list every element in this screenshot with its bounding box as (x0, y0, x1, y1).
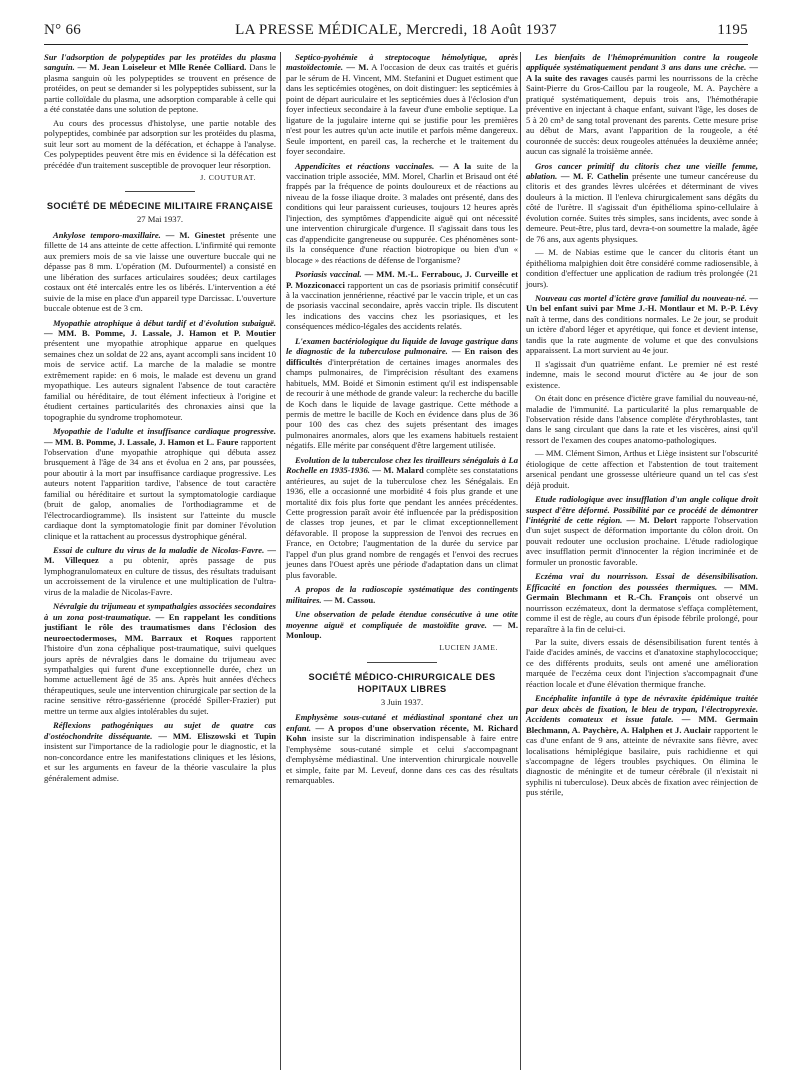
article-entry (286, 52, 518, 157)
article-entry (286, 609, 518, 654)
page-number: 1195 (717, 22, 748, 38)
article-entry (286, 712, 518, 785)
session-date: 27 Mai 1937. (136, 214, 184, 225)
session-date: 3 Juin 1937. (380, 696, 424, 707)
entry-title: Etude radiologique avec insufflation d'un angle colique droit suspect d'être déformé. Possibilité par ce procédé de démontrer l'intégrité de cette région. (526, 494, 758, 526)
entry-title: Nouveau cas mortel d'ictère grave familial du nouveau-né. (535, 292, 747, 303)
article-entry (526, 571, 758, 689)
article-entry (44, 720, 276, 783)
entry-title: Evolution de la tuberculose chez les tirailleurs sénégalais à La Rochelle en 1935-1936. (286, 454, 518, 476)
entry-body: insiste sur la discrimination indispensable à faire entre l'emphysème sous-cutané simple et celui s'accompagnant d'emphysème médiastinal. Une intervention chirurgicale nouvelle et simple, faite par M. Leveuf, donne dans ces cas des résultats remarquables. (286, 733, 518, 786)
journal-title: LA PRESSE MÉDICALE, Mercredi, 18 Août 1937 (235, 22, 557, 38)
entry-body: a pu obtenir, après passage de pus lymphogranulomateux en culture de tissus, des résultats traduisant un accroissement de la virulence et une multiplication de l'ultra-virus de la maladie de Nicolas-Favre. (44, 555, 276, 597)
article-entry (286, 336, 518, 451)
entry-title: Ankylose temporo-maxillaire. (53, 229, 161, 240)
entry-title: Réflexions pathogéniques au sujet de quatre cas d'ostéochondrite disséquante. (44, 720, 276, 741)
entry-authors: — MM. B. Pomme, J. Lassale, J. Hamon et P. Moutier (44, 327, 276, 338)
entry-body: causés parmi les nourrissons de la crèche Saint-Pierre du Gros-Caillou par la rougeole, M. A. Paychère a pratiqué systématiquement, depuis trois ans, l'hémothérapie préventive en injectant à chaque enfant, suivant l'âge, les doses de 5 à 20 cm³ de sang total provenant des parents. Cette mesure prise au début de Mars, avant l'apparition de la rougeole, a été couronnée de succès: deux rougeoles atténuées la deuxième année; aucun cas signalé la troisième année. (526, 72, 758, 157)
entry-authors: — MM. M.-L. Ferrabouc, J. Curveille et P. Mozziconacci (286, 269, 518, 290)
entry-body: suite de la vaccination triple associée, MM. Morel, Charlin et Brisaud ont été frappés par la fréquence de points douloureux et de réactions au niveau de la fosse iliaque droite. 3 malades ont présenté, dans des conditions qui leur paraissent curieuses, toujours 12 heures après l'injection, des symptômes d'appendicite aiguë qui ont nécessité une intervention chirurgicale d'urgence. Il s'agissait dans tous les cas d'appendicite gangreneuse ou suppurée. Ces phénomènes sont-ils la conséquence d'une réaction biotropique ou bien d'un « blocage » des réactions de défense de l'organisme? (286, 160, 519, 265)
signature: J. COUTURAT. (200, 172, 256, 182)
entry-title: L'examen bactériologique du liquide de lavage gastrique dans le diagnostic de la tuberculose pulmonaire. (286, 335, 518, 357)
entry-title: Myopathie de l'adulte et insuffisance cardiaque progressive. (53, 426, 276, 437)
entry-authors: — MM. Germain Blechmann et R.-Ch. François (526, 581, 758, 603)
entry-body: d'interprétation de certaines images anormales des champs pulmonaires, de l'imprécision résultant des examens habituels, MM. Boidé et Simonin estiment qu'il est indispensable de recourir à une méthode de grande valeur: la recherche du bacille de Koch dans le liquide de lavage gastrique. Cette méthode a permis de mettre le bacille de Koch en évidence dans plus de 36 pour 100 des cas chez des sujets présentant des images pulmonaires anormales, alors que les examens habituels restaient négatifs. Elle mérite par conséquent d'être largement utilisée. (286, 356, 518, 451)
society-heading: SOCIÉTÉ MÉDICO-CHIRURGICALE DES HOPITAUX LIBRES (308, 671, 496, 694)
column-3 (526, 52, 758, 802)
entry-authors: — M. Villequez (44, 545, 276, 566)
entry-authors: — M. Ginestet (165, 229, 226, 240)
entry-paragraph: — MM. Clément Simon, Arthus et Liège insistent sur l'obscurité étiologique de cette affection et l'abstention de tout traitement arsenical pendant une grossesse ultérieure quand un tel cas s'est déjà produit. (526, 448, 758, 490)
entry-authors: — M. Monloup. (286, 619, 518, 641)
entry-title: Gros cancer primitif du clitoris chez une vieille femme, ablation. (526, 160, 758, 181)
column-divider (520, 52, 521, 1070)
column-divider (280, 52, 281, 1070)
column-2 (286, 52, 518, 790)
entry-authors: — A la suite des ravages (526, 62, 759, 83)
entry-paragraph: — M. de Nabias estime que le cancer du clitoris étant un épithélioma malpighien doit être considéré comme radiosensible, à condition d'effectuer une application de radium très prolongée (21 jours). (526, 247, 758, 289)
entry-title: Encéphalite infantile à type de névraxite épidémique traitée par deux abcès de fixation, le bleu de trypan, l'électropyrexie. Accidents comateux et issue fatale. (526, 693, 758, 725)
entry-body: présente une fillette de 14 ans atteinte de cette affection. L'infirmité qui remonte aux premiers mois de sa vie laisse une ouverture buccale qui ne dépasse pas 8 mm. L'opération (M. Dufourmentel) a consisté en une libération des surfaces articulaires soudées; deux cartilages costaux ont été intercalés entre les os libérés. L'intervention a été suivie de la mise en place d'un appareil type Darcissac. L'ouverture buccale obtenue est de 3 cm. (44, 229, 277, 314)
entry-body: rapportent un cas de psoriasis primitif consécutif à la vaccination jennérienne, réactivé par le vaccin triple, et un cas de psoriasis vaccinal secondaire, après vaccin triple. Ils discutent les indications des vaccins chez les psoriasiques, et les conséquences médico-légales des accidents relatés. (286, 279, 518, 332)
article-entry (286, 161, 518, 266)
article-entry (526, 161, 758, 289)
entry-title: Appendicites et réactions vaccinales. (295, 160, 435, 171)
entry-title: Une observation de pelade étendue consécutive à une otite moyenne aiguë et compliquée de mastoïdite grave. (286, 609, 518, 630)
entry-authors: — MM. Germain Blechmann, A. Paychère, A. Halphen et J. Auclair (526, 714, 758, 735)
issue-number: N° 66 (44, 22, 82, 38)
entry-body: rapportent l'histoire d'un zona céphalique post-traumatique, suivi quelques jours après de névralgies dans le domaine du trijumeau avec sympathalgies qui furent d'une exceptionnelle durée, chez un homme actuellement âgé de 35 ans. Après huit années d'échecs thérapeutiques, seule une intervention chirurgicale par section de la racine sensitive rétro-gassérienne (procédé Spiller-Frazier) put mettre un terme aux algies intolérables du sujet. (44, 632, 276, 716)
entry-authors: — MM. Eliszowski et Tupin (158, 730, 276, 741)
entry-body: rapportent le cas d'une enfant de 9 ans, atteinte de névraxite sans fièvre, avec localisations hémiplégique basilaire, puis rachidienne et qui s'accompagne de légers troubles psychiques. On élimina le diagnostic de méningite et de tumeur cérébrale (il n'existait ni syphilis ni tuberculose). Deux abcès de fixation avec réinjection de pus stérile, (526, 724, 758, 798)
entry-body: complète ses constatations antérieures, au sujet de la tuberculose chez les Sénégalais. En 1936, elle a occasionné une morbidité 4 fois plus grande et une mortalité dix fois plus forte que pendant les années précédentes. Cette progression paraît avoir été influencée par la prédisposition de classes trop jeunes, et par le climat exceptionnellement défavorable. Il propose la suppression de l'envoi des recrues en France, en Octobre; l'augmentation de la durée du service par l'appel d'un plus grand nombre de rengagés et l'envoi des recrues jeunes dans l'Ouest après une période d'adaptation dans un climat plus favorable. (286, 465, 519, 580)
entry-authors: — M. Cassou. (323, 594, 376, 605)
article-entry (44, 426, 276, 541)
entry-authors: — M. (346, 62, 369, 73)
entry-body: Dans le plasma sanguin où les polypeptides se trouvent en présence de protéides, on peut se demander si les polypeptides subissent, sur la partie colloïdale du plasma, une adsorption comparable à celle qui a été constatée dans une solution de peptone. (44, 62, 276, 115)
article-entry (526, 693, 758, 798)
entry-paragraph: Il s'agissait d'un quatrième enfant. Le premier né est resté indemne, mais le second mourut d'ictère au 4e jour de son existence. (526, 358, 758, 390)
article-entry (44, 230, 276, 314)
page-header (44, 22, 748, 42)
article-entry (44, 545, 276, 597)
article-entry (286, 269, 518, 332)
article-entry (286, 455, 518, 580)
entry-title: Eczéma vrai du nourrisson. Essai de désensibilisation. Efficacité en fonction des poussées thermiques. (526, 571, 758, 592)
article-entry (44, 601, 276, 716)
entry-authors: — MM. B. Pomme, J. Lassale, J. Hamon et L. Faure (44, 436, 239, 447)
entry-body: présente une tumeur cancéreuse du clitoris et des grandes lèvres ulcérées et déterminant de vives douleurs à la miction. Il l'enleva chirurgicalement sans dégâts du côté de l'urètre. Il s'agissait d'un épithélioma spino-cellulaire à évolution cornée. Suites très simples, sans incidents, avec sonde à demeure. Peut-être, plus tard, devra-t-on soumettre la malade, âgée de 76 ans, aux agents physiques. (526, 170, 758, 244)
entry-authors: — A propos d'une observation récente, M. Richard Kohn (286, 722, 518, 744)
entry-body: rapporte l'observation d'un sujet suspect de déformation importante du côlon droit. On pouvait redouter une occlusion prochaine. L'étude radiologique avec insufflation permit d'innocenter la région incriminée et de formuler un pronostic favorable. (526, 515, 758, 567)
entry-title: Névralgie du trijumeau et sympathalgies associées secondaires à un zona post-traumatique. (44, 601, 276, 622)
section-rule (125, 191, 195, 192)
article-entry (286, 584, 518, 605)
entry-title: Les bienfaits de l'hémoprémunition contre la rougeole appliquée systématiquement pendant 3 ans dans une crèche. (526, 52, 758, 73)
entry-authors: — En rappelant les conditions justifiant le rôle des traumatismes dans l'éclosion des neuroectodermoses, MM. Barraux et Roques (44, 611, 276, 643)
entry-title: Sur l'adsorption de polypeptides par les protéides du plasma sanguin. (44, 52, 276, 73)
entry-paragraph: On était donc en présence d'ictère grave familial du nouveau-né, maladie de l'immunité. La particularité la plus remarquable de l'observation réside dans l'absence complète d'érythroblastes, tant dans le sang circulant que dans la rate et les viscères, ainsi qu'il ressort de l'examen des coupes anatomo-pathologiques. (526, 393, 758, 445)
entry-paragraph: Au cours des processus d'histolyse, une partie notable des polypeptides, combinée par adsorption sur les protéides du plasma, suit leur sort au moment de la défécation, et échappe à l'analyse. Ces polypeptides peuvent être mis en évidence si la défécation est précédée d'un traitement susceptible de provoquer leur résorption. (44, 117, 276, 170)
society-heading: SOCIÉTÉ DE MÉDECINE MILITAIRE FRANÇAISE (46, 201, 274, 212)
article-entry (44, 52, 276, 183)
entry-title: Septico-pyohémie à streptocoque hémolytique, après mastoïdectomie. (286, 52, 518, 73)
column-1 (44, 52, 276, 787)
entry-body: A l'occasion de deux cas traités et guéris par le sérum de H. Vincent, MM. Stefanini et Duguet estiment que dans les septicémies otogènes, on doit distinguer: les septicémies à point de départ auriculaire et les septicémies dues à l'éclosion d'un foyer infectieux secondaire à la faveur d'une embolie septique. La ligature de la jugulaire interne qui se justifie pour les premières n'est pour les autres qu'un acte inutile et parfois même dangereux. Seule importent, en pareil cas, la recherche et le traitement du foyer secondaire. (286, 62, 518, 157)
entry-title: Psoriasis vaccinal. (295, 269, 362, 280)
entry-authors: — M. F. Cathelin (560, 170, 629, 181)
entry-body: présentent une myopathie atrophique apparue en quelques semaines chez un soldat de 22 ans, ayant accompli sans incident 10 mois de service actif. La marche de la maladie se montre extrêmement rapide: en 6 mois, le malade est devenu un grand myopathique. Les auteurs signalent l'absence de tout caractère familial ou héréditaire, de tout élément infectieux à l'origine et étudient certaines particularités des chronaxies ainsi que la topographie du syndrome trophomoteur. (44, 338, 276, 422)
entry-authors: — Un bel enfant suivi par Mme J.-H. Montlaur et M. P.-P. Lévy (526, 292, 758, 314)
entry-body: naît à terme, dans des conditions normales. Le 2e jour, se produit un ictère d'abord léger et apyrétique, qui fonce et devient intense, tandis que la rate augmente de volume et que des convulsions apparaissent. La mort survient au 4e jour. (526, 313, 758, 356)
entry-title: Emphysème sous-cutané et médiastinal spontané chez un enfant. (286, 712, 518, 733)
entry-title: Myopathie atrophique à début tardif et d'évolution subaiguë. (53, 317, 276, 328)
section-rule (367, 662, 437, 663)
entry-authors: — M. Malard (372, 465, 424, 476)
entry-body: rapportent l'observation d'une myopathie atrophique qui débuta assez brusquement à l'âge de 34 ans et évolua en 2 ans, par poussées, pour aboutir à la mort par insuffisance cardiaque progressive. Les auteurs notent l'apparition tardive, l'absence de tout caractère familial ou héréditaire et surtout la symptomatologie cardiaque (bruit de galop, anomalies de l'orthodiagramme et de l'électrocardiogramme). Ils insistent sur l'atteinte du muscle cardiaque dont la symptomatologie finit par dominer l'évolution clinique et la rattachent au processus dystrophique général. (44, 436, 277, 541)
entry-paragraph: Par la suite, divers essais de désensibilisation furent tentés à l'aide d'acides aminés, de vaccins et d'anatoxine staphylococcique; ce des différents produits, seuls ont amené une amélioration marquée de l'eczéma ceux dont l'injection s'accompagnait d'une réaction locale et d'une élévation thermique franche. (526, 637, 758, 689)
signature: LUCIEN JAME. (439, 643, 498, 653)
entry-authors: — M. Jean Loiseleur et Mlle Renée Colliard. (77, 62, 247, 73)
article-entry (44, 318, 276, 423)
entry-authors: — A la (439, 160, 472, 171)
entry-title: A propos de la radioscopie systématique des contingents militaires. (286, 584, 518, 605)
entry-authors: — M. Delort (626, 515, 677, 526)
article-entry (526, 494, 758, 567)
entry-authors: — En raison des difficultés (286, 346, 518, 367)
entry-body: insistent sur l'importance de la radiologie pour le diagnostic, et la non-concordance entre les manifestations cliniques et les lésions, et sur les arguments en faveur de la théorie vasculaire la plus généralement admise. (44, 741, 276, 783)
entry-body: ont observé un nourrisson eczémateux, dont la dermatose s'effaça complètement, comme il est de règle, au cours d'un épisode fébrile prolongé, pour reparaître à la fin de celui-ci. (526, 592, 758, 634)
article-entry (526, 52, 758, 157)
entry-title: Essai de culture du virus de la maladie de Nicolas-Favre. (53, 545, 265, 556)
article-entry (526, 293, 758, 490)
header-rule (44, 44, 748, 45)
